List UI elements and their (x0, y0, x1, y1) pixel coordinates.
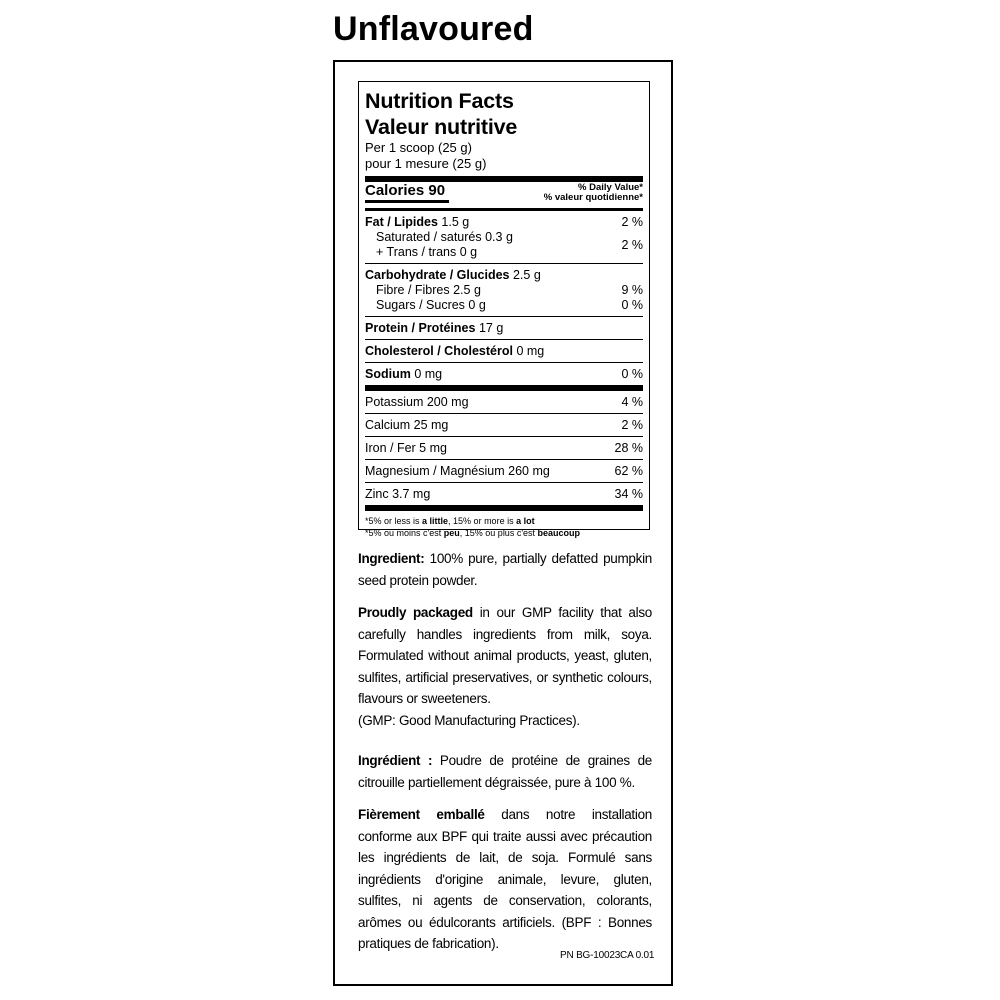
nutrition-title-en: Nutrition Facts (365, 89, 514, 113)
carbohydrate-row: Carbohydrate / Glucides 2.5 g (365, 268, 541, 282)
trans-row: + Trans / trans 0 g (376, 245, 478, 259)
ingredient-en: Ingredient: 100% pure, partially defatted pumpkin seed protein powder. (358, 551, 652, 588)
sat-trans-dv: 2 % (621, 237, 643, 252)
magnesium-row: Magnesium / Magnésium 260 mg 62 % (365, 460, 643, 483)
protein-row: Protein / Protéines 17 g (365, 317, 643, 340)
packaged-en: Proudly packaged in our GMP facility that also carefully handles ingredients from milk, soya. Formulated without animal products, yeast, gluten, sulfites, artificial preservatives, or synthetic colours, flavours or sweeteners. (GMP: Good Manufacturing Practices). (358, 602, 652, 731)
iron-row: Iron / Fer 5 mg 28 % (365, 437, 643, 460)
gmp-note-en: (GMP: Good Manufacturing Practices). (358, 712, 580, 728)
zinc-row: Zinc 3.7 mg 34 % (365, 487, 643, 501)
potassium-row: Potassium 200 mg 4 % (365, 391, 643, 414)
calories: Calories 90 (365, 182, 449, 203)
fibre-row: Fibre / Fibres 2.5 g 9 % (376, 283, 643, 297)
fat-section (365, 211, 643, 264)
carbohydrate-section (365, 264, 643, 317)
calcium-row: Calcium 25 mg 2 % (365, 414, 643, 437)
serving-size-fr: pour 1 mesure (25 g) (365, 156, 487, 171)
packaged-fr: Fièrement emballé dans notre installation conforme aux BPF qui traite aussi avec précaution les ingrédients de lait, de soja. Formulé sans ingrédients d'origine animale, levure, gluten, sulfites, ni agents de conservation, colorants, arômes ou édulcorants artificiels. (BPF : Bonnes pratiques de fabrication). (358, 807, 653, 951)
footnote-en: *5% or less is a little, 15% or more is a lot (365, 516, 535, 526)
footnote (365, 505, 643, 539)
fat-row: Fat / Lipides 1.5 g 2 % (365, 215, 643, 229)
nutrition-facts-table (358, 81, 650, 538)
saturated-row: Saturated / saturés 0.3 g (376, 230, 513, 244)
footnote-fr: *5% ou moins c'est peu, 15% ou plus c'est beaucoup (365, 528, 581, 538)
cholesterol-row: Cholesterol / Cholestérol 0 mg (365, 340, 643, 363)
flavour-title: Unflavoured (333, 10, 534, 48)
part-number: PN BG-10023CA 0.01 (560, 950, 655, 961)
calories-row (365, 182, 643, 204)
sugars-row: Sugars / Sucres 0 g 0 % (376, 298, 643, 312)
serving-size-en: Per 1 scoop (25 g) (365, 140, 472, 155)
nutrition-title-fr: Valeur nutritive (365, 115, 518, 139)
ingredient-fr: Ingrédient : Poudre de protéine de graines de citrouille partiellement dégraissée, pure à 100 %. (358, 753, 653, 790)
daily-value-header: % Daily Value* % valeur quotidienne* (543, 182, 643, 203)
sodium-row: Sodium 0 mg 0 % (365, 363, 643, 391)
